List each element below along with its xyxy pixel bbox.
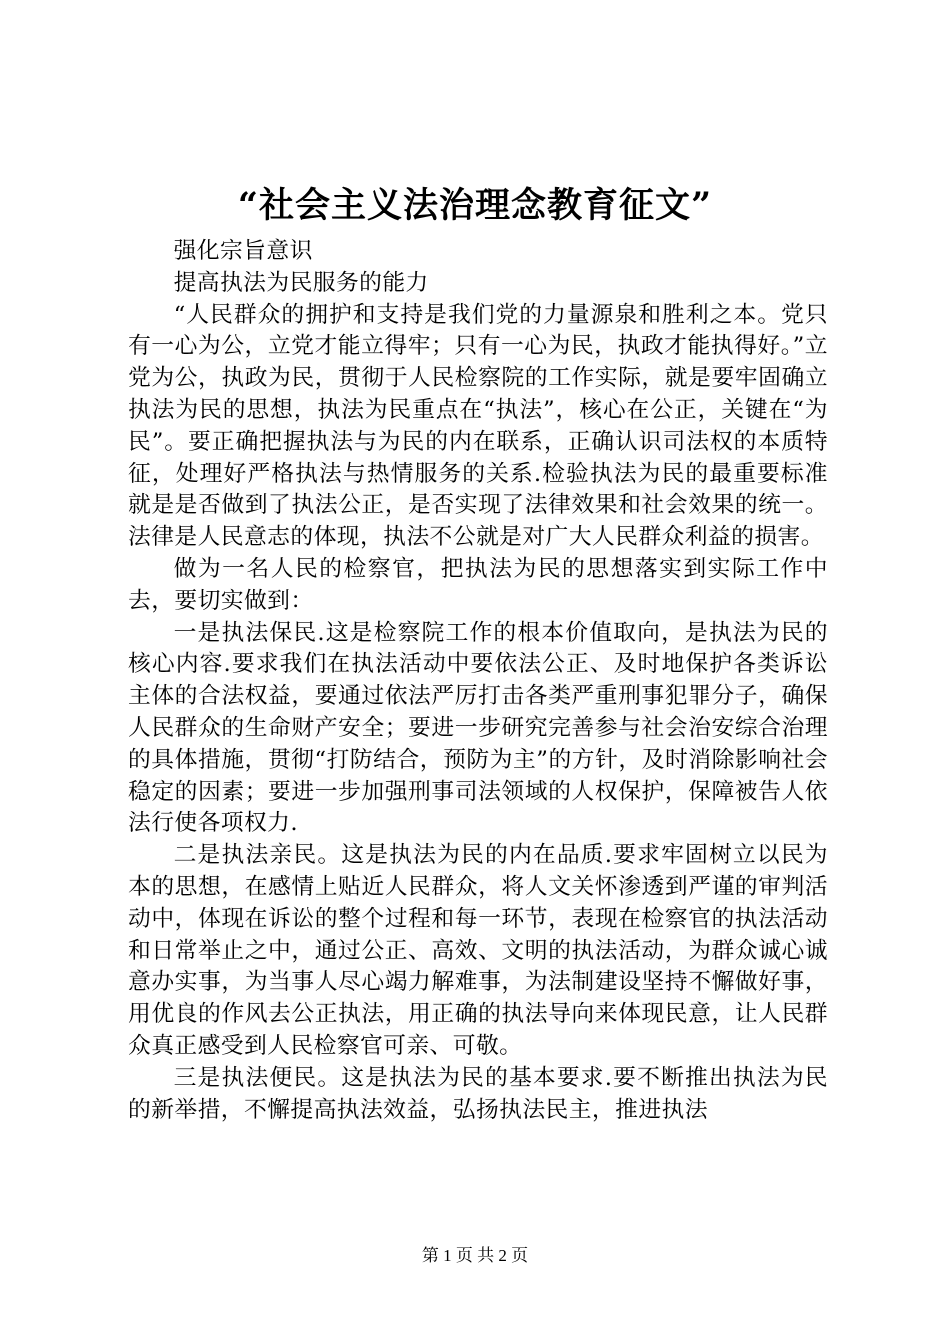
body-paragraph: 做为一名人民的检察官，把执法为民的思想落实到实际工作中去，要切实做到： [128, 555, 828, 614]
body-paragraph: 一是执法保民.这是检察院工作的根本价值取向，是执法为民的核心内容.要求我们在执法活动中要依法公正、及时地保护各类诉讼主体的合法权益，要通过依法严厉打击各类严重刑事犯罪分子，确保人民群众的生命财产安全；要进一步研究完善参与社会治安综合治理的具体措施，贯彻“打防结合，预防为主”的方针，及时消除影响社会稳定的因素；要进一步加强刑事司法领域的人权保护，保障被告人依法行使各项权力. [128, 619, 828, 837]
document-body [128, 236, 828, 1126]
body-paragraph: 二是执法亲民。这是执法为民的内在品质.要求牢固树立以民为本的思想，在感情上贴近人民群众，将人文关怀渗透到严谨的审判活动中，体现在诉讼的整个过程和每一环节，表现在检察官的执法活动和日常举止之中，通过公正、高效、文明的执法活动，为群众诚心诚意办实事，为当事人尽心竭力解难事，为法制建设坚持不懈做好事，用优良的作风去公正执法，用正确的执法导向来体现民意，让人民群众真正感受到人民检察官可亲、可敬。 [128, 842, 828, 1059]
document-title: “社会主义法治理念教育征文” [237, 185, 713, 226]
subtitle-line-1: 强化宗旨意识 [173, 238, 313, 264]
body-paragraph: “人民群众的拥护和支持是我们党的力量源泉和胜利之本。党只有一心为公，立党才能立得牢；只有一心为民，执政才能执得好。”立党为公，执政为民，贯彻于人民检察院的工作实际，就是要牢固确立执法为民的思想，执法为民重点在“执法”，核心在公正，关键在“为民”。要正确把握执法与为民的内在联系，正确认识司法权的本质特征，处理好严格执法与热情服务的关系.检验执法为民的最重要标准就是是否做到了执法公正，是否实现了法律效果和社会效果的统一。法律是人民意志的体现，执法不公就是对广大人民群众利益的损害。 [128, 301, 828, 551]
page-number-footer: 第 1 页 共 2 页 [421, 1246, 529, 1265]
subtitle-line-2: 提高执法为民服务的能力 [173, 269, 429, 296]
body-paragraph: 三是执法便民。这是执法为民的基本要求.要不断推出执法为民的新举措，不懈提高执法效益，弘扬执法民主，推进执法 [128, 1064, 828, 1123]
